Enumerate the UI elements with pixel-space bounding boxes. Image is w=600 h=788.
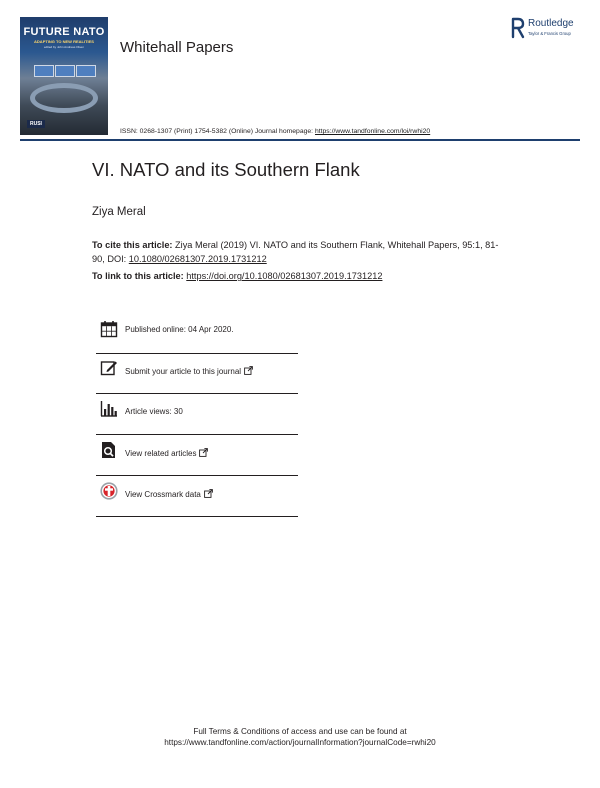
publisher-logo[interactable] bbox=[511, 17, 583, 41]
submit-article-row bbox=[125, 366, 253, 376]
cover-title: FUTURE NATO bbox=[23, 26, 105, 38]
external-link-icon bbox=[244, 366, 253, 375]
article-author[interactable]: Ziya Meral bbox=[92, 206, 146, 218]
header-divider bbox=[20, 139, 580, 141]
crossmark-icon bbox=[100, 482, 118, 500]
cover-editor-line: edited by John Andreas Olsen bbox=[43, 45, 85, 49]
cover-screen-center bbox=[55, 65, 75, 77]
bar-chart-icon bbox=[100, 400, 118, 418]
citation-block bbox=[92, 238, 502, 266]
footer-terms-link[interactable]: https://www.tandfonline.com/action/journalInformation?journalCode=rwhi20 bbox=[164, 738, 436, 747]
calendar-icon bbox=[100, 320, 118, 338]
info-item-published bbox=[96, 315, 298, 354]
issn-text: ISSN: 0268-1307 (Print) 1754-5382 (Online) Journal homepage: bbox=[120, 128, 315, 135]
cover-subtitle: ADAPTING TO NEW REALITIES bbox=[34, 39, 94, 44]
cover-publisher-badge: RUSI bbox=[27, 120, 45, 128]
link-label: To link to this article: bbox=[92, 271, 187, 281]
related-articles-row bbox=[125, 448, 208, 458]
article-title: VI. NATO and its Southern Flank bbox=[92, 159, 360, 180]
document-search-icon bbox=[100, 441, 118, 459]
related-articles-link[interactable]: View related articles bbox=[125, 449, 197, 458]
info-item-submit[interactable] bbox=[96, 353, 298, 394]
cite-doi-link[interactable]: 10.1080/02681307.2019.1731212 bbox=[128, 254, 267, 264]
external-link-icon bbox=[199, 448, 208, 457]
cover-screen-left bbox=[34, 65, 54, 77]
article-views: Article views: 30 bbox=[125, 407, 183, 416]
crossmark-row bbox=[125, 489, 213, 499]
footer-terms-text: Full Terms & Conditions of access and use can be found at bbox=[193, 727, 407, 736]
cite-label: To cite this article: bbox=[92, 240, 173, 250]
info-item-related[interactable] bbox=[96, 435, 298, 476]
external-link-icon bbox=[204, 489, 213, 498]
publisher-brand: Routledge bbox=[528, 18, 574, 29]
cover-screen-right bbox=[76, 65, 96, 77]
routledge-logo-icon bbox=[511, 17, 525, 39]
article-doi-link[interactable]: https://doi.org/10.1080/02681307.2019.1731212 bbox=[186, 271, 383, 281]
article-link-line bbox=[92, 271, 382, 281]
journal-name: Whitehall Papers bbox=[120, 39, 234, 56]
edit-icon bbox=[100, 359, 118, 377]
info-item-crossmark[interactable] bbox=[96, 476, 298, 517]
published-date: Published online: 04 Apr 2020. bbox=[125, 325, 234, 334]
info-item-views bbox=[96, 394, 298, 435]
journal-cover-image bbox=[20, 17, 108, 135]
publisher-tagline: Taylor & Francis Group bbox=[528, 31, 571, 36]
issn-line bbox=[120, 128, 430, 135]
cite-text: Ziya Meral (2019) VI. NATO and its Southern Flank, Whitehall Papers, 95:1, 81-90, DOI: bbox=[92, 240, 499, 264]
crossmark-link[interactable]: View Crossmark data bbox=[125, 490, 201, 499]
submit-article-link[interactable]: Submit your article to this journal bbox=[125, 367, 242, 376]
journal-homepage-link[interactable]: https://www.tandfonline.com/loi/rwhi20 bbox=[314, 128, 431, 135]
footer bbox=[0, 726, 600, 748]
cover-conference-table bbox=[30, 83, 98, 113]
